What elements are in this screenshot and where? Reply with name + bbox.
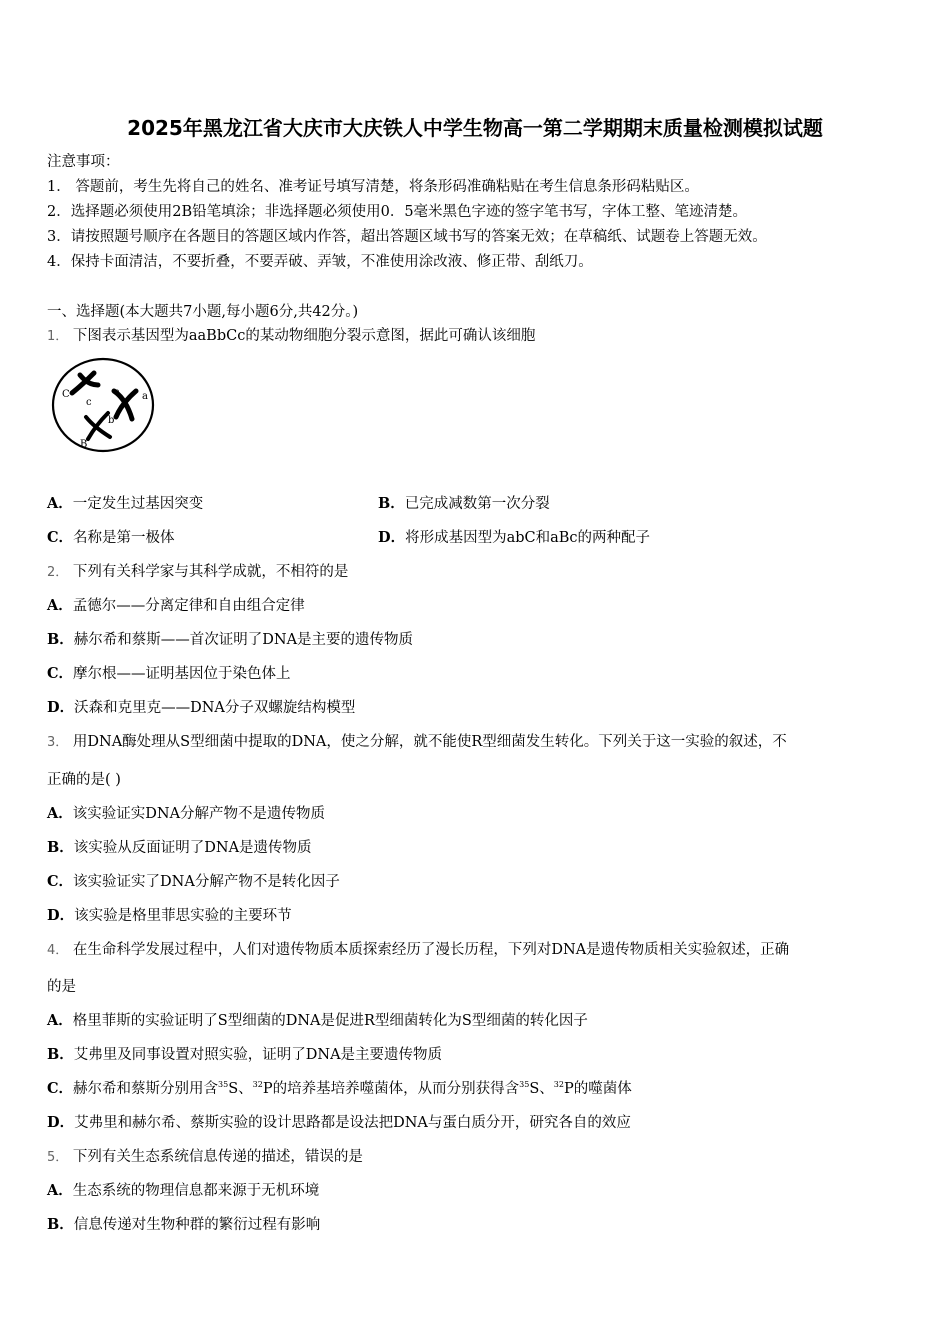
gene-label: c [86, 397, 92, 408]
option-text: 艾弗里及同事设置对照实验，证明了DNA是主要遗传物质 [73, 1047, 443, 1063]
isotope-superscript: 35 [218, 1080, 229, 1090]
option-c [47, 664, 291, 684]
question-3-stem [47, 732, 787, 753]
option-d [47, 906, 292, 926]
option-text: 该实验从反面证明了DNA是遗传物质 [73, 840, 312, 856]
option-c [47, 872, 340, 892]
isotope-superscript: 32 [553, 1080, 564, 1090]
isotope-superscript: 32 [252, 1080, 263, 1090]
option-label: B． [47, 1046, 74, 1063]
option-b [47, 1045, 442, 1065]
option-b [47, 838, 312, 858]
option-text: P的培养基培养噬菌体，从而分别获得含 [262, 1081, 520, 1097]
question-number: 2． [47, 565, 69, 580]
option-text: 赫尔希和蔡斯分别用含 [73, 1081, 219, 1097]
option-a [47, 494, 203, 514]
question-number: 3． [47, 735, 69, 750]
option-label: A． [47, 495, 73, 512]
option-a [47, 804, 325, 824]
gene-label: b [108, 415, 115, 426]
option-label: D． [47, 1114, 75, 1131]
option-label: B． [47, 839, 74, 856]
section-heading: 一、选择题(本大题共7小题,每小题6分,共42分。) [47, 304, 359, 320]
option-text: 生态系统的物理信息都来源于无机环境 [72, 1183, 320, 1199]
question-1-stem [47, 326, 535, 347]
option-label: D． [378, 529, 406, 546]
question-number: 5． [47, 1150, 69, 1165]
gene-label: C [62, 389, 70, 400]
notice-item: 3．请按照题号顺序在各题目的答题区域内作答，超出答题区域书写的答案无效；在草稿纸、试题卷上答题无效。 [47, 229, 767, 245]
option-a [47, 1181, 319, 1201]
question-text: 下列有关生态系统信息传递的描述，错误的是 [72, 1149, 363, 1165]
question-2-stem [47, 562, 348, 583]
option-text: 沃森和克里克——DNA分子双螺旋结构模型 [74, 700, 356, 716]
notice-item: 1． 答题前，考生先将自己的姓名、准考证号填写清楚，将条形码准确粘贴在考生信息条形码粘贴区。 [47, 179, 699, 195]
question-4-stem [47, 940, 789, 961]
option-label: D． [47, 699, 75, 716]
cell-membrane [53, 359, 153, 451]
option-label: D． [47, 907, 75, 924]
option-text: 赫尔希和蔡斯——首次证明了DNA是主要的遗传物质 [73, 632, 414, 648]
gene-label: B [80, 439, 88, 450]
option-text: 艾弗里和赫尔希、蔡斯实验的设计思路都是设法把DNA与蛋白质分开，研究各自的效应 [74, 1115, 631, 1131]
option-b [47, 1215, 320, 1235]
option-label: B． [47, 1216, 74, 1233]
option-label: A． [47, 1182, 73, 1199]
option-d [47, 698, 355, 718]
question-3-stem-continued: 正确的是( ) [47, 772, 121, 788]
option-text: 名称是第一极体 [73, 530, 175, 546]
notice-heading: 注意事项： [47, 154, 120, 170]
question-number: 4． [47, 943, 69, 958]
question-number: 1． [47, 329, 69, 344]
option-b [378, 494, 550, 514]
option-a [47, 1011, 588, 1031]
option-label: B． [378, 495, 405, 512]
option-b [47, 630, 413, 650]
option-label: A． [47, 597, 73, 614]
question-text: 用DNA酶处理从S型细菌中提取的DNA，使之分解，就不能使R型细菌发生转化。下列关于这一实验的叙述，不 [72, 734, 787, 750]
option-text: 信息传递对生物种群的繁衍过程有影响 [73, 1217, 321, 1233]
option-text: 该实验是格里菲思实验的主要环节 [74, 908, 292, 924]
option-text: P的噬菌体 [563, 1081, 632, 1097]
question-text: 下列有关科学家与其科学成就，不相符的是 [72, 564, 349, 580]
option-label: C． [47, 529, 74, 546]
gene-label: a [114, 387, 120, 398]
option-label: B． [47, 631, 74, 648]
option-text: 将形成基因型为abC和aBc的两种配子 [405, 530, 651, 546]
option-label: A． [47, 805, 73, 822]
option-d [378, 528, 650, 548]
cell-division-figure [50, 355, 160, 455]
option-text: 该实验证实DNA分解产物不是遗传物质 [72, 806, 326, 822]
option-a [47, 596, 305, 616]
option-text: 一定发生过基因突变 [72, 496, 204, 512]
question-5-stem [47, 1147, 363, 1168]
option-text: S、 [228, 1081, 253, 1097]
option-label: C． [47, 873, 74, 890]
option-text: 格里菲斯的实验证明了S型细菌的DNA是促进R型细菌转化为S型细菌的转化因子 [72, 1013, 588, 1029]
option-text: S、 [529, 1081, 554, 1097]
option-label: C． [47, 1080, 74, 1097]
isotope-superscript: 35 [519, 1080, 530, 1090]
option-label: C． [47, 665, 74, 682]
notice-item: 4．保持卡面清洁，不要折叠，不要弄破、弄皱，不准使用涂改液、修正带、刮纸刀。 [47, 254, 593, 270]
option-text: 摩尔根——证明基因位于染色体上 [73, 666, 291, 682]
question-text: 下图表示基因型为aaBbCc的某动物细胞分裂示意图，据此可确认该细胞 [72, 328, 536, 344]
option-c [47, 1079, 632, 1099]
option-label: A． [47, 1012, 73, 1029]
option-text: 孟德尔——分离定律和自由组合定律 [72, 598, 305, 614]
option-c [47, 528, 175, 548]
page-title: 2025年黑龙江省大庆市大庆铁人中学生物高一第二学期期末质量检测模拟试题 [127, 116, 823, 140]
option-text: 已完成减数第一次分裂 [404, 496, 550, 512]
question-text: 在生命科学发展过程中，人们对遗传物质本质探索经历了漫长历程，下列对DNA是遗传物质相关实验叙述，正确 [72, 942, 790, 958]
notice-item: 2．选择题必须使用2B铅笔填涂；非选择题必须使用0．5毫米黑色字迹的签字笔书写，字体工整、笔迹清楚。 [47, 204, 748, 220]
question-4-stem-continued: 的是 [47, 979, 76, 995]
option-d [47, 1113, 631, 1133]
option-text: 该实验证实了DNA分解产物不是转化因子 [73, 874, 340, 890]
gene-label: a [142, 391, 148, 402]
